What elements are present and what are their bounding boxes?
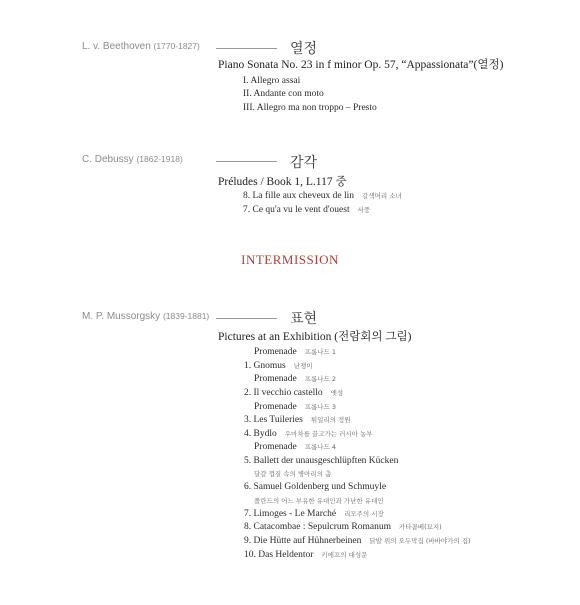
intermission-heading: INTERMISSION xyxy=(241,252,339,267)
divider-line xyxy=(216,161,277,162)
movement xyxy=(254,374,336,384)
movement xyxy=(243,205,370,215)
composer-name: M. P. Mussorgsky xyxy=(82,311,161,322)
movement-korean: 프롬나드 3 xyxy=(304,403,337,411)
movement: III. Allegro ma non troppo – Presto xyxy=(243,103,377,113)
movement-title: 2. Il vecchio castello xyxy=(244,388,323,398)
movement-title: 8. Catacombae : Sepulcrum Romanum xyxy=(244,522,391,532)
movement-title: Promenade xyxy=(254,402,297,412)
movement-korean: 난쟁이 xyxy=(293,362,313,370)
movement xyxy=(243,191,402,201)
movement-title: 10. Das Heldentor xyxy=(244,550,314,560)
composer-name: C. Debussy xyxy=(82,154,134,165)
movement-korean: 프롬나드 2 xyxy=(304,375,337,383)
korean-title: 열정 xyxy=(290,42,318,57)
composer-mussorgsky xyxy=(82,311,209,322)
movement-title: 3. Les Tuileries xyxy=(244,415,303,425)
movement-title: 1. Gnomus xyxy=(244,361,286,371)
composer-years: (1839-1881) xyxy=(162,311,210,321)
movement-korean: 튀일리의 정원 xyxy=(310,416,351,424)
movement xyxy=(244,415,351,425)
movement-title: 9. Die Hütte auf Hühnerbeinen xyxy=(244,536,362,546)
divider-line xyxy=(216,48,277,49)
movement-korean: 카타콤베(묘지) xyxy=(398,523,442,531)
movement xyxy=(244,522,442,532)
movement xyxy=(254,347,336,357)
movement-title: 8. La fille aux cheveux de lin xyxy=(243,191,355,201)
movement-title: 4. Bydlo xyxy=(244,429,277,439)
movement-korean: 갈색머리 소녀 xyxy=(362,192,402,200)
movement-korean: 우마차를 끌고가는 러시아 농부 xyxy=(284,430,373,438)
movement xyxy=(244,550,367,560)
movement xyxy=(254,442,336,452)
movement-korean: 서풍 xyxy=(357,206,371,214)
composer-debussy xyxy=(82,154,183,165)
movement-title: 7. Ce qu'a vu le vent d'ouest xyxy=(243,205,350,215)
composer-name: L. v. Beethoven xyxy=(82,41,151,52)
work-title: Piano Sonata No. 23 in f minor Op. 57, “Appassionata”(열정) xyxy=(218,59,504,71)
movement-title: Promenade xyxy=(254,374,297,384)
movement: 5. Ballett der unausgeschlüpften Kücken xyxy=(244,456,399,466)
movement xyxy=(244,388,343,398)
movement-korean: 프롬나드 4 xyxy=(304,443,337,451)
work-title: Pictures at an Exhibition (전람회의 그림) xyxy=(218,331,412,343)
korean-title: 감각 xyxy=(290,156,318,171)
korean-title: 표현 xyxy=(290,312,318,327)
movement xyxy=(244,429,373,439)
movement-korean: 닭발 위의 오두막집 (바바야가의 집) xyxy=(369,537,471,545)
movement xyxy=(244,536,471,546)
movement xyxy=(244,361,313,371)
divider-line xyxy=(216,318,277,319)
movement-korean: 프롬나드 1 xyxy=(304,348,337,356)
movement: I. Allegro assai xyxy=(243,76,301,86)
movement-korean: 옛성 xyxy=(330,389,344,397)
composer-beethoven xyxy=(82,41,200,52)
movement-korean: 폴란드의 어느 부유한 유대인과 가난한 유대인 xyxy=(254,497,384,505)
movement xyxy=(254,402,336,412)
movement xyxy=(244,509,384,519)
movement-korean: 달걀 껍질 속의 병아리의 춤 xyxy=(254,470,332,478)
movement-korean: 리모주의 시장 xyxy=(344,510,384,518)
composer-years: (1862-1918) xyxy=(136,154,183,164)
movement: II. Andante con moto xyxy=(243,89,324,99)
movement-title: 7. Limoges - Le Marché xyxy=(244,509,337,519)
movement-title: Promenade xyxy=(254,347,297,357)
movement-title: Promenade xyxy=(254,442,297,452)
work-title: Préludes / Book 1, L.117 중 xyxy=(218,176,347,188)
movement: 6. Samuel Goldenberg und Schmuyle xyxy=(244,482,387,492)
composer-years: (1770-1827) xyxy=(153,41,200,51)
movement-korean: 키에프의 대성문 xyxy=(321,551,368,559)
